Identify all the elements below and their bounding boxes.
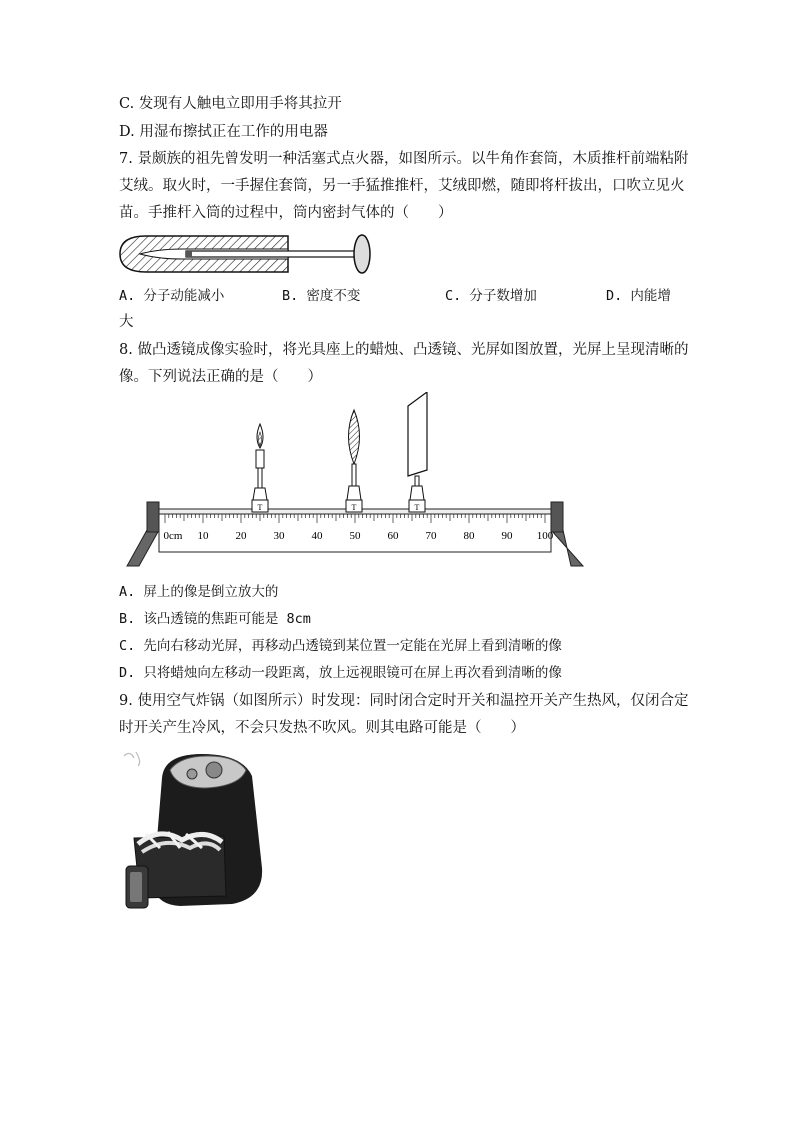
q7-option-d-part2: 大 (119, 314, 134, 330)
scale-tick-label: 100 (536, 530, 554, 542)
right-end-post (551, 502, 563, 532)
scale-tick-label: 80 (463, 530, 475, 542)
q7-option-b: B. 密度不变 (282, 288, 361, 304)
tinder (186, 251, 192, 257)
q9-stem-line2: 时开关产生冷风，不会只发热不吹风。则其电路可能是（ ） (119, 720, 525, 736)
fryer-knob-small (187, 769, 197, 779)
scale-tick-label: 50 (349, 530, 361, 542)
candle (252, 424, 268, 512)
q7-option-d-part1: D. 内能增 (606, 288, 671, 304)
scale-tick-label: 20 (235, 530, 247, 542)
scale-tick-label: 90 (501, 530, 513, 542)
q9-stem-line1: 9. 使用空气炸锅（如图所示）时发现：同时闭合定时开关和温控开关产生热风，仅闭合定 (119, 693, 689, 709)
scale-tick-label: 0cm (163, 530, 183, 542)
q8-option-c: C. 先向右移动光屏，再移动凸透镜到某位置一定能在光屏上看到清晰的像 (119, 638, 562, 654)
right-leg (551, 530, 583, 566)
scale-tick-label: 60 (387, 530, 399, 542)
svg-text:T: T (257, 503, 263, 512)
q8-stem-line2: 像。下列说法正确的是（ ） (119, 369, 322, 385)
light-screen (408, 392, 427, 512)
q7-option-a: A. 分子动能减小 (119, 288, 225, 304)
svg-text:T: T (351, 503, 357, 512)
q7-stem-line3: 苗。手推杆入筒的过程中，筒内密封气体的（ ） (119, 205, 453, 221)
scale-tick-label: 10 (197, 530, 209, 542)
scale-tick-label: 30 (273, 530, 285, 542)
q7-stem-line1: 7. 景颇族的祖先曾发明一种活塞式点火器，如图所示。以牛角作套筒，木质推杆前端粘附 (119, 151, 689, 167)
rod-handle (354, 235, 370, 273)
q6-option-d: D. 用湿布擦拭正在工作的用电器 (119, 124, 328, 140)
svg-text:T: T (414, 503, 420, 512)
left-leg (127, 530, 159, 566)
q8-option-b: B. 该凸透镜的焦距可能是 8cm (119, 611, 311, 627)
q8-option-a: A. 屏上的像是倒立放大的 (119, 584, 279, 600)
fryer-knob-large (206, 762, 222, 778)
q6-option-c: C. 发现有人触电立即用手将其拉开 (119, 96, 342, 112)
scale-tick-label: 40 (311, 530, 323, 542)
convex-lens (346, 410, 362, 512)
piston-lighter-figure (118, 232, 378, 276)
q7-option-c: C. 分子数增加 (445, 288, 537, 304)
optical-bench-figure (125, 392, 585, 570)
q7-stem-line2: 艾绒。取火时，一手握住套筒，另一手猛推推杆，艾绒即燃，随即将杆拔出，口吹立见火 (119, 178, 685, 194)
q8-stem-line1: 8. 做凸透镜成像实验时，将光具座上的蜡烛、凸透镜、光屏如图放置，光屏上呈现清晰的 (119, 342, 689, 358)
air-fryer-image (120, 748, 270, 916)
left-end-post (147, 502, 159, 532)
q8-option-d: D. 只将蜡烛向左移动一段距离，放上远视眼镜可在屏上再次看到清晰的像 (119, 665, 562, 681)
push-rod (186, 251, 356, 257)
scale-tick-label: 70 (425, 530, 437, 542)
